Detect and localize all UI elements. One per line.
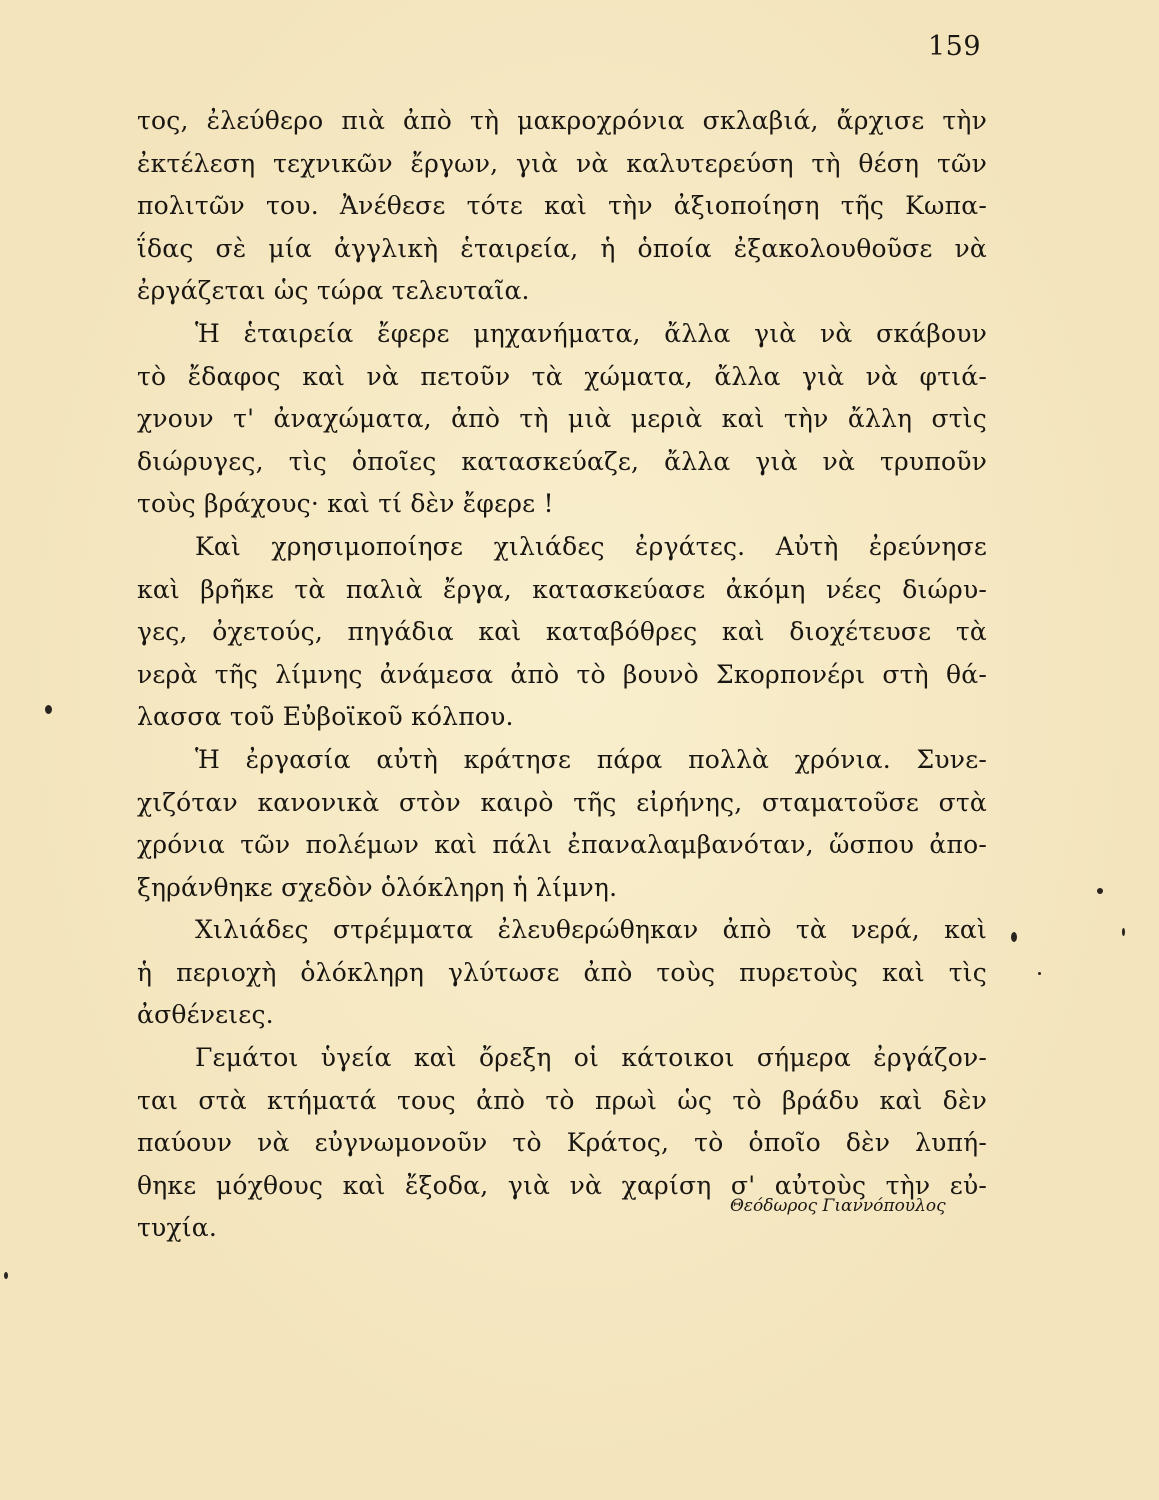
text-line: ξηράνθηκε σχεδὸν ὁλόκληρη ἡ λίμνη.: [137, 872, 618, 902]
text-line: Χιλιάδες στρέμματα ἐλευθερώθηκαν ἀπὸ τὰ νερά, καὶ: [195, 915, 987, 945]
print-speck: [1097, 888, 1103, 894]
text-line: πολιτῶν του. Ἀνέθεσε τότε καὶ τὴν ἀξιοποίηση τῆς Κωπα-: [137, 191, 987, 221]
text-line: τος, ἐλεύθερο πιὰ ἀπὸ τὴ μακροχρόνια σκλαβιά, ἄρχισε τὴν: [137, 106, 987, 135]
text-line: Ἡ ἐργασία αὐτὴ κράτησε πάρα πολλὰ χρόνια. Συνε-: [195, 744, 987, 774]
text-line: Γεμάτοι ὑγεία καὶ ὄρεξη οἱ κάτοικοι σήμερα ἐργάζον-: [195, 1043, 987, 1073]
text-line: τυχία.: [137, 1213, 218, 1243]
text-line: διώρυγες, τὶς ὁποῖες κατασκεύαζε, ἄλλα γιὰ νὰ τρυποῦν: [137, 446, 987, 476]
text-line: τοὺς βράχους· καὶ τί δὲν ἔφερε !: [137, 489, 554, 519]
text-line: τὸ ἔδαφος καὶ νὰ πετοῦν τὰ χώματα, ἄλλα γιὰ νὰ φτιά-: [137, 361, 987, 391]
print-speck: [45, 705, 52, 714]
text-line: ἐκτέλεση τεχνικῶν ἔργων, γιὰ νὰ καλυτερεύση τὴ θέση τῶν: [137, 148, 987, 178]
page-number: 159: [928, 31, 982, 62]
print-speck: [4, 1272, 8, 1279]
text-line: νερὰ τῆς λίμνης ἀνάμεσα ἀπὸ τὸ βουνὸ Σκορπονέρι στὴ θά-: [137, 659, 987, 689]
text-line: Ἡ ἑταιρεία ἔφερε μηχανήματα, ἄλλα γιὰ νὰ σκάβουν: [195, 318, 987, 348]
text-line: χιζόταν κανονικὰ στὸν καιρὸ τῆς εἰρήνης, σταματοῦσε στὰ: [137, 787, 987, 817]
text-line: ἐργάζεται ὡς τώρα τελευταῖα.: [137, 276, 530, 306]
print-speck: [1122, 928, 1125, 936]
text-line: καὶ βρῆκε τὰ παλιὰ ἔργα, κατασκεύασε ἀκόμη νέες διώρυ-: [137, 574, 987, 604]
text-line: παύουν νὰ εὐγνωμονοῦν τὸ Κράτος, τὸ ὁποῖο δὲν λυπή-: [137, 1128, 987, 1158]
text-line: ται στὰ κτήματά τους ἀπὸ τὸ πρωὶ ὡς τὸ βράδυ καὶ δὲν: [137, 1085, 987, 1115]
text-line: Καὶ χρησιμοποίησε χιλιάδες ἐργάτες. Αὐτὴ ἐρεύνησε: [195, 531, 987, 561]
text-line: θηκε μόχθους καὶ ἔξοδα, γιὰ νὰ χαρίση σ' αὐτοὺς τὴν εὐ-: [137, 1170, 987, 1200]
text-line: χνουν τ' ἀναχώματα, ἀπὸ τὴ μιὰ μεριὰ καὶ τὴν ἄλλη στὶς: [137, 404, 987, 434]
print-speck: [1011, 932, 1017, 942]
author-signature: Θεόδωρος Γιαννόπουλος: [730, 1196, 946, 1216]
text-line: χρόνια τῶν πολέμων καὶ πάλι ἐπαναλαμβανόταν, ὥσπου ἀπο-: [137, 830, 987, 860]
text-line: ἡ περιοχὴ ὁλόκληρη γλύτωσε ἀπὸ τοὺς πυρετοὺς καὶ τὶς: [137, 957, 987, 987]
text-line: λασσα τοῦ Εὐβοϊκοῦ κόλπου.: [137, 702, 514, 732]
body-text: [137, 100, 987, 1250]
text-line: ΐδας σὲ μία ἀγγλικὴ ἑταιρεία, ἡ ὁποία ἐξακολουθοῦσε νὰ: [137, 233, 987, 263]
text-line: γες, ὀχετούς, πηγάδια καὶ καταβόθρες καὶ διοχέτευσε τὰ: [137, 617, 987, 647]
print-speck: [1038, 972, 1041, 975]
text-line: ἀσθένειες.: [137, 1000, 274, 1030]
